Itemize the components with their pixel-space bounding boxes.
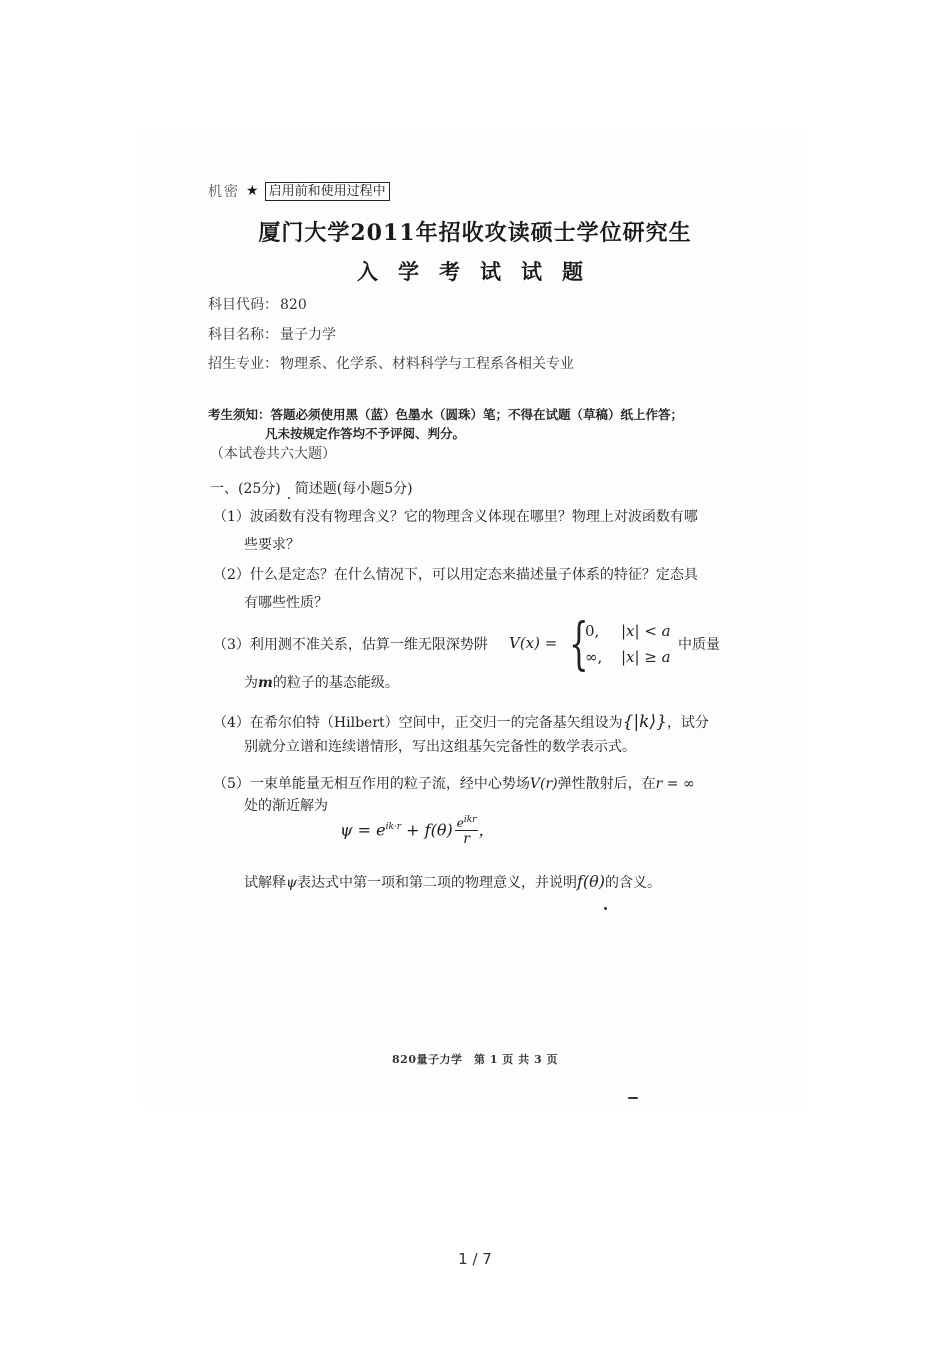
scattering-amplitude: f(θ) [576, 872, 606, 891]
eq-lhs: ψ = e [340, 820, 386, 840]
eq-num-exp: ikr [463, 815, 477, 825]
subject-name [208, 324, 336, 344]
q3-line2-pre: 为 [244, 675, 258, 691]
question-2 [213, 561, 698, 617]
question-1 [213, 503, 698, 559]
exam-subtitle: 入学考试试题 [357, 259, 603, 284]
case-2-condition: |x| ≥ a [621, 648, 671, 666]
piecewise-potential [509, 612, 679, 677]
enrollment-major [208, 353, 574, 373]
boxed-note: 启用前和使用过程中 [265, 182, 390, 201]
central-potential: V(r) [529, 776, 558, 792]
eq-num: e [456, 816, 464, 830]
r-infinity: r = ∞ [655, 776, 695, 792]
question-1-line-1: （1）波函数有没有物理含义？它的物理含义体现在哪里？物理上对波函数有哪 [213, 509, 698, 525]
question-5-line-3 [213, 868, 661, 897]
asymptotic-solution [340, 815, 494, 847]
subject-code-value: 820 [280, 297, 307, 313]
case-1-value: 0, [585, 622, 600, 640]
subject-name-label: 科目名称： [208, 327, 278, 343]
subject-name-value: 量子力学 [280, 327, 336, 343]
scan-speck [288, 497, 290, 499]
question-2-line-2: 有哪些性质？ [244, 595, 328, 611]
page-footer: 820量子力学 第 1 页 共 3 页 [392, 1053, 558, 1066]
question-4-line-2: 别就分立谱和连续谱情形，写出这组基矢完备性的数学表示式。 [244, 739, 636, 755]
scan-speck [604, 907, 607, 910]
eq-den: r [463, 831, 470, 847]
potential-lhs: V(x) = [509, 634, 558, 652]
secret-label: 机密 [208, 184, 240, 200]
paper-note: （本试卷共六大题） [210, 446, 336, 462]
case-1-condition: |x| < a [621, 622, 671, 640]
question-1-line-2: 些要求？ [244, 537, 300, 553]
scan-speck [628, 1097, 638, 1099]
star-icon: ★ [246, 183, 259, 199]
mass-symbol: m [258, 675, 273, 691]
eq-mid: + f(θ) [401, 820, 453, 840]
subject-code-label: 科目代码： [208, 297, 278, 313]
page-number: 1 / 7 [458, 1250, 492, 1268]
basis-set: {|k⟩} [622, 712, 667, 732]
q5-line3-post: 的含义。 [605, 875, 662, 891]
q5-line1-mid: 弹性散射后，在 [557, 776, 656, 792]
major-label: 招生专业： [208, 356, 278, 372]
question-4 [213, 708, 709, 761]
q3-line2-post: 的粒子的基态能级。 [272, 675, 399, 691]
question-3-line-2 [213, 669, 399, 697]
q5-line3-mid: 表达式中第一项和第二项的物理意义，并说明 [296, 875, 577, 891]
eq-fraction [455, 815, 479, 847]
notice-line-1: 考生须知：答题必须使用黑（蓝）色墨水（圆珠）笔；不得在试题（草稿）纸上作答； [208, 407, 684, 422]
question-3-suffix: 中质量 [678, 637, 720, 653]
question-5 [213, 770, 695, 820]
confidential-header [208, 181, 390, 201]
subject-code [208, 294, 307, 314]
q4-line1-pre: （4）在希尔伯特（Hilbert）空间中，正交归一的完备基矢组设为 [213, 715, 623, 731]
exam-title: 厦门大学2011年招收攻读硕士学位研究生 [258, 220, 692, 246]
q5-line1-pre: （5）一束单能量无相互作用的粒子流，经中心势场 [213, 776, 530, 792]
eq-exp: ik·r [385, 822, 402, 833]
eq-tail: ， [478, 820, 495, 840]
q5-line3-pre: 试解释 [244, 875, 286, 891]
notice-line-2: 凡未按规定作答均不予评阅、判分。 [265, 426, 466, 441]
brace-icon: { [569, 612, 589, 677]
psi-symbol: ψ [286, 875, 297, 891]
question-5-line-2: 处的渐近解为 [244, 798, 328, 814]
question-2-line-1: （2）什么是定态？在什么情况下，可以用定态来描述量子体系的特征？定态具 [213, 567, 698, 583]
q4-line1-post: ，试分 [666, 715, 709, 731]
case-2-value: ∞, [585, 648, 603, 666]
question-3-prefix: （3）利用测不准关系，估算一维无限深势阱 [213, 637, 488, 653]
section-1-heading: 一、(25分) 简述题(每小题5分) [210, 481, 413, 497]
major-value: 物理系、化学系、材料科学与工程系各相关专业 [280, 356, 574, 372]
exam-notice [208, 405, 683, 443]
